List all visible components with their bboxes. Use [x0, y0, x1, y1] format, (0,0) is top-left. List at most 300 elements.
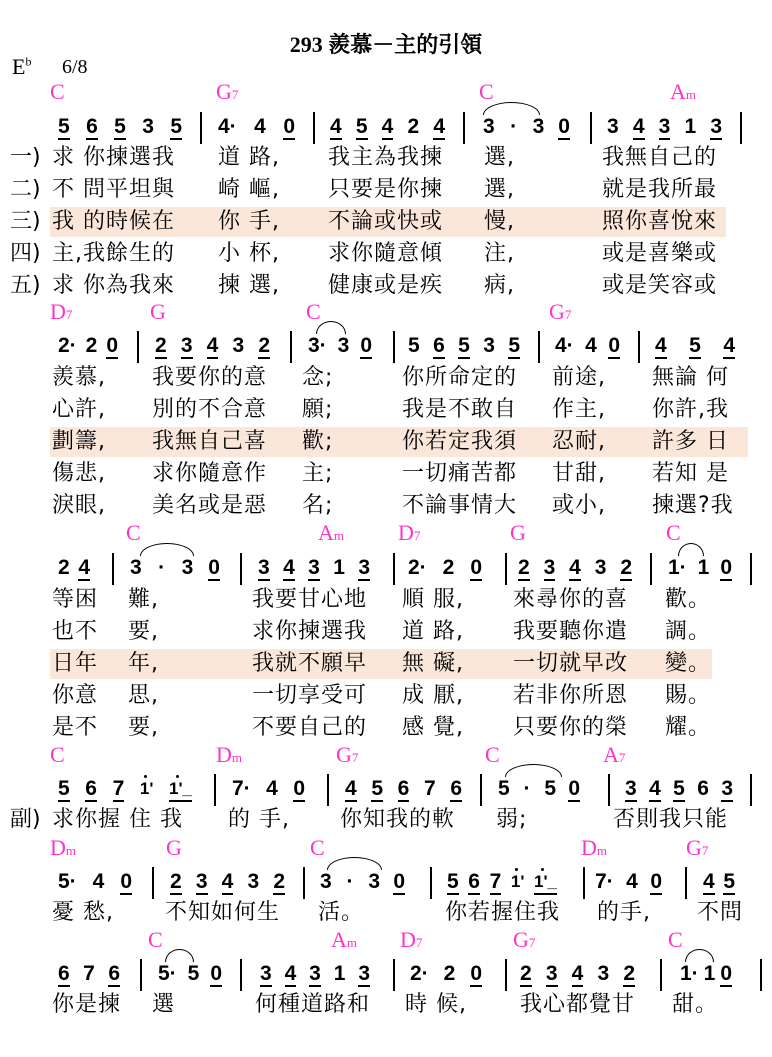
- lyric-segment: 我無自己喜: [152, 429, 268, 454]
- barline: [303, 867, 305, 899]
- note: 7: [423, 777, 436, 800]
- chord-root: D: [398, 520, 414, 545]
- chord-symbol: [336, 743, 358, 770]
- note: 2: [442, 556, 455, 579]
- lyric-segment: 只要你的榮: [513, 715, 629, 740]
- note: 6: [450, 777, 462, 800]
- verse-label: 三): [10, 209, 41, 234]
- chord-root: A: [331, 927, 347, 952]
- lyric-segment: 若非你所恩: [513, 683, 629, 708]
- note: 5: [498, 777, 510, 800]
- note: 3: [247, 870, 260, 893]
- note: 3: [320, 870, 332, 893]
- barline: [650, 553, 652, 585]
- note: 0: [720, 962, 732, 985]
- note: 1'_: [534, 871, 557, 895]
- lyric-segment: 歡;: [302, 429, 334, 454]
- note: 4·: [218, 115, 237, 138]
- chord-root: A: [670, 79, 686, 104]
- note: 1: [333, 556, 345, 579]
- note: 4: [655, 334, 667, 357]
- chord-root: C: [126, 520, 141, 545]
- lyric-segment: 你是揀: [52, 992, 122, 1017]
- measure: [607, 116, 722, 140]
- chord-symbol: [513, 928, 535, 955]
- chord-root: D: [216, 742, 232, 767]
- chord-root: G: [216, 79, 232, 104]
- note: 4: [92, 870, 105, 893]
- note: 2: [155, 334, 167, 357]
- note: 2: [170, 870, 182, 893]
- lyric-segment: 主,我餘生的: [52, 241, 175, 266]
- tie-arc: [140, 543, 194, 556]
- measure: [518, 557, 632, 581]
- lyric-segment: 難,: [128, 587, 159, 612]
- note: 2·: [408, 556, 427, 579]
- barline: [240, 959, 242, 991]
- measure: [58, 871, 132, 895]
- lyric-segment: 也不: [52, 619, 99, 644]
- chord-symbol: [148, 928, 163, 955]
- note: 7·: [232, 777, 251, 800]
- lyric-segment: 選,: [484, 145, 515, 170]
- note: 4: [206, 334, 219, 357]
- chord-root: G: [336, 742, 352, 767]
- note: 0: [210, 962, 222, 985]
- lyric-segment: 病,: [484, 273, 515, 298]
- chord-root: C: [310, 835, 325, 860]
- lyric-segment: 求你隨意傾: [328, 241, 444, 266]
- note: 5: [408, 334, 420, 357]
- chord-symbol: [50, 300, 72, 327]
- measure: [260, 963, 370, 987]
- chord-quality: m: [346, 935, 358, 950]
- note: 5: [58, 777, 70, 800]
- chord-root: C: [479, 79, 494, 104]
- barline: [152, 867, 154, 899]
- chord-symbol: [398, 521, 420, 548]
- note: 5: [114, 115, 126, 138]
- lyric-segment: 你知我的軟: [340, 807, 456, 832]
- note: 1': [511, 871, 525, 895]
- lyric-segment: 我心都覺甘: [520, 992, 636, 1017]
- chord-root: G: [166, 835, 182, 860]
- lyric-segment: 忍耐,: [552, 429, 606, 454]
- note: 4: [381, 115, 394, 138]
- note: 3: [130, 556, 142, 579]
- note: 0: [650, 870, 662, 893]
- note: 4: [703, 870, 715, 893]
- note: 3: [368, 870, 380, 893]
- chord-quality: 7: [413, 528, 421, 543]
- measure: [58, 778, 192, 802]
- note: 1'_: [169, 778, 192, 802]
- lyric-segment: 甜。: [672, 992, 719, 1017]
- lyric-segment: 或是笑容或: [602, 273, 718, 298]
- measure: [410, 963, 482, 987]
- lyric-segment: 作主,: [552, 397, 606, 422]
- note: 3: [181, 556, 194, 579]
- lyric-segment: 只要是你揀: [328, 177, 444, 202]
- barline: [505, 959, 507, 991]
- note: 3: [195, 870, 208, 893]
- note: 1': [140, 778, 154, 802]
- chord-symbol: [670, 80, 696, 107]
- lyric-segment: 的手,: [597, 900, 651, 925]
- lyric-segment: 若知 是: [652, 461, 729, 486]
- lyric-segment: 道 路,: [218, 145, 280, 170]
- lyric-segment: 劃籌,: [52, 429, 106, 454]
- lyric-segment: 是不: [52, 715, 99, 740]
- lyric-segment: 變。: [665, 651, 712, 676]
- lyric-segment: 你若握住我: [445, 900, 561, 925]
- note: 4: [254, 115, 266, 138]
- lyric-segment: 我主為我揀: [328, 145, 444, 170]
- barline: [313, 112, 315, 144]
- lyric-segment: 調。: [665, 619, 712, 644]
- measure: [408, 557, 482, 581]
- lyric-segment: 賜。: [665, 683, 712, 708]
- lyric-segment: 我要聽你遣: [513, 619, 629, 644]
- chord-symbol: [668, 928, 683, 955]
- note: 3: [260, 962, 272, 985]
- note: 0: [470, 556, 482, 579]
- note: 3: [358, 962, 370, 985]
- note: 2·: [410, 962, 429, 985]
- chord-quality: 7: [701, 843, 709, 858]
- note: 5: [544, 777, 556, 800]
- note: 4: [571, 962, 584, 985]
- note: 4: [283, 556, 295, 579]
- barline: [200, 112, 202, 144]
- lyric-segment: 你許,我: [652, 397, 729, 422]
- chord-symbol: [510, 521, 526, 548]
- note: 2: [258, 334, 270, 357]
- barline: [393, 331, 395, 363]
- chord-root: D: [400, 927, 416, 952]
- note: 6: [468, 870, 480, 893]
- note: 3: [607, 115, 619, 138]
- note: 4: [78, 556, 90, 579]
- note: 2: [273, 870, 285, 893]
- chord-quality: 7: [564, 307, 572, 322]
- barline: [538, 331, 540, 363]
- note: 1: [703, 962, 716, 985]
- measure: [680, 963, 732, 987]
- measure: [625, 778, 733, 802]
- note: 2: [620, 556, 632, 579]
- chord-root: C: [148, 927, 163, 952]
- note: 5: [58, 115, 70, 138]
- note: 3: [658, 115, 671, 138]
- note: 6: [85, 777, 97, 800]
- chord-root: G: [510, 520, 526, 545]
- measure: [58, 335, 118, 359]
- chord-symbol: [549, 300, 571, 327]
- note: 4: [632, 115, 645, 138]
- verse-label: 一): [10, 145, 41, 170]
- note: 3: [597, 962, 610, 985]
- chord-symbol: [50, 80, 65, 107]
- chord-symbol: [216, 80, 238, 107]
- time-signature: 6/8: [62, 56, 88, 78]
- note: 3: [358, 556, 370, 579]
- note: 4: [284, 962, 297, 985]
- lyric-segment: 甘甜,: [552, 461, 606, 486]
- chord-root: A: [318, 520, 334, 545]
- note: 3: [142, 115, 154, 138]
- note: 3: [309, 962, 321, 985]
- lyric-segment: 選,: [484, 177, 515, 202]
- note: 3: [232, 334, 245, 357]
- measure: [408, 335, 520, 359]
- lyric-segment: 無 礙,: [402, 651, 464, 676]
- lyric-segment: 傷悲,: [52, 461, 106, 486]
- chord-symbol: [50, 743, 65, 770]
- note: 2: [58, 556, 70, 579]
- key-signature: [12, 54, 31, 80]
- barline: [430, 867, 432, 899]
- lyric-segment: 我無自己的: [602, 145, 718, 170]
- note: 0: [393, 870, 405, 893]
- lyric-segment: 否則我只能: [613, 807, 729, 832]
- tie-arc: [685, 949, 714, 962]
- tie-arc: [327, 857, 382, 870]
- note: 4: [649, 777, 661, 800]
- chord-quality: m: [333, 528, 345, 543]
- note: 4: [569, 556, 581, 579]
- note: 3: [625, 777, 637, 800]
- measure: [330, 116, 445, 140]
- lyric-segment: 心許,: [52, 397, 106, 422]
- barline: [240, 553, 242, 585]
- note: 4: [433, 115, 445, 138]
- note: 0: [568, 777, 580, 800]
- note: 3: [483, 334, 495, 357]
- chord-quality: m: [596, 843, 608, 858]
- measure: [170, 871, 285, 895]
- note: 2: [407, 115, 420, 138]
- lyric-segment: 我就不願早: [252, 651, 368, 676]
- note: 5·: [58, 870, 77, 893]
- lyric-segment: 不問: [697, 900, 744, 925]
- chord-symbol: [150, 300, 166, 327]
- chord-symbol: [166, 836, 182, 863]
- lyric-segment: 崎 嶇,: [218, 177, 280, 202]
- measure: [58, 963, 120, 987]
- note: 5: [371, 777, 384, 800]
- note: 6: [108, 962, 120, 985]
- lyric-segment: 不論事情大: [402, 493, 518, 518]
- note: 5: [689, 334, 701, 357]
- lyric-segment: 主;: [302, 461, 334, 486]
- note: 6: [697, 777, 709, 800]
- chord-symbol: [216, 743, 242, 770]
- lyric-segment: 揀選?我: [652, 493, 734, 518]
- chord-quality: m: [685, 87, 697, 102]
- barline: [750, 553, 752, 585]
- measure: [498, 778, 580, 802]
- note: 4: [723, 334, 735, 357]
- lyric-segment: 小 杯,: [218, 241, 280, 266]
- note: 4: [626, 870, 638, 893]
- lyric-segment: 一切享受可: [252, 683, 368, 708]
- chord-root: C: [666, 520, 681, 545]
- note: 3: [258, 556, 270, 579]
- measure: [130, 557, 220, 581]
- note: 4: [266, 777, 278, 800]
- note: 1: [697, 556, 710, 579]
- barline: [750, 774, 752, 806]
- lyric-segment: 別的不合意: [152, 397, 268, 422]
- measure: [320, 871, 405, 895]
- lyric-segment: 你 手,: [218, 209, 280, 234]
- lyric-segment: 等困: [52, 587, 99, 612]
- barline: [505, 553, 507, 585]
- note: 6: [433, 334, 445, 357]
- measure: [520, 963, 635, 987]
- measure: [345, 778, 462, 802]
- lyric-segment: 道 路,: [402, 619, 464, 644]
- lyric-segment: 羨慕,: [52, 365, 106, 390]
- note: 1: [333, 962, 346, 985]
- note: 0: [106, 334, 118, 357]
- lyric-segment: 成 厭,: [402, 683, 464, 708]
- note: 0: [608, 334, 620, 357]
- note: ·: [346, 870, 354, 893]
- barline: [660, 959, 662, 991]
- lyric-segment: 求你揀選我: [252, 619, 368, 644]
- lyric-segment: 弱;: [496, 807, 528, 832]
- chord-symbol: [603, 743, 625, 770]
- note: 2: [85, 334, 98, 357]
- barline: [393, 553, 395, 585]
- chord-quality: 7: [351, 750, 359, 765]
- barline: [327, 774, 329, 806]
- chord-symbol: [318, 521, 344, 548]
- lyric-segment: 感 覺,: [402, 715, 464, 740]
- lyric-segment: 求你隨意作: [152, 461, 268, 486]
- note: 5: [447, 870, 459, 893]
- lyric-segment: 年,: [128, 651, 159, 676]
- barline: [112, 553, 114, 585]
- note: 0: [208, 556, 220, 579]
- note: 3: [721, 777, 733, 800]
- chord-symbol: [50, 836, 76, 863]
- chord-quality: 7: [618, 750, 626, 765]
- chord-symbol: [400, 928, 422, 955]
- barline: [393, 959, 395, 991]
- lyric-segment: 不 問平坦與: [52, 177, 175, 202]
- chord-root: G: [686, 835, 702, 860]
- barline: [685, 867, 687, 899]
- barline: [760, 959, 762, 991]
- lyric-segment: 日年: [52, 651, 99, 676]
- chord-symbol: [479, 80, 494, 107]
- note: 1·: [680, 962, 699, 985]
- barline: [140, 959, 142, 991]
- lyric-segment: 選: [152, 992, 176, 1017]
- lyric-segment: 不論或快或: [328, 209, 444, 234]
- chord-root: C: [485, 742, 500, 767]
- lyric-segment: 一切痛苦都: [402, 461, 518, 486]
- chord-root: G: [513, 927, 529, 952]
- lyric-segment: 慢,: [484, 209, 515, 234]
- verse-label: 副): [10, 807, 41, 832]
- lyric-segment: 順 服,: [402, 587, 464, 612]
- measure: [483, 116, 570, 140]
- note: 7: [489, 870, 502, 893]
- lyric-segment: 願;: [302, 397, 334, 422]
- measure: [232, 778, 305, 802]
- lyric-segment: 我要甘心地: [252, 587, 368, 612]
- note: 3: [180, 334, 193, 357]
- lyric-segment: 你意: [52, 683, 99, 708]
- lyric-segment: 或小,: [552, 493, 606, 518]
- barline: [463, 112, 465, 144]
- note: 5: [723, 870, 735, 893]
- note: 1·: [668, 556, 687, 579]
- lyric-segment: 的 手,: [228, 807, 290, 832]
- note: 0: [720, 556, 732, 579]
- note: 5: [673, 777, 685, 800]
- chord-quality: 7: [231, 87, 239, 102]
- measure: [155, 335, 270, 359]
- lyric-segment: 健康或是疾: [328, 273, 444, 298]
- lyric-segment: 照你喜悅來: [602, 209, 718, 234]
- lyric-segment: 前途,: [552, 365, 606, 390]
- lyric-segment: 或是喜樂或: [602, 241, 718, 266]
- measure: [158, 963, 222, 987]
- chord-symbol: [666, 521, 681, 548]
- lyric-segment: 不要自己的: [252, 715, 368, 740]
- chord-root: G: [150, 299, 166, 324]
- lyric-segment: 思,: [128, 683, 159, 708]
- measure: [555, 335, 620, 359]
- note: 3: [594, 556, 607, 579]
- lyric-segment: 許多 日: [652, 429, 729, 454]
- note: 3: [308, 556, 320, 579]
- chord-root: D: [50, 835, 66, 860]
- key-accidental: b: [25, 54, 32, 69]
- note: 4: [221, 870, 234, 893]
- note: 2·: [58, 334, 77, 357]
- lyric-segment: 要,: [128, 715, 159, 740]
- lyric-segment: 注,: [484, 241, 515, 266]
- key-note: E: [12, 54, 26, 79]
- lyric-segment: 你所命定的: [402, 365, 518, 390]
- barline: [608, 774, 610, 806]
- tie-arc: [505, 764, 562, 777]
- measure: [218, 116, 295, 140]
- tie-arc: [165, 949, 194, 962]
- note: ·: [158, 556, 166, 579]
- lyric-segment: 憂 愁,: [52, 900, 114, 925]
- chord-quality: m: [231, 750, 243, 765]
- measure: [308, 335, 372, 359]
- lyric-segment: 淚眼,: [52, 493, 106, 518]
- note: 3: [545, 962, 558, 985]
- chord-quality: 7: [65, 307, 73, 322]
- note: 2: [623, 962, 635, 985]
- lyric-segment: 求 你揀選我: [52, 145, 175, 170]
- note: 2: [520, 962, 532, 985]
- hymn-title: 293 羨慕－主的引領: [289, 32, 483, 57]
- note: 3: [710, 115, 722, 138]
- note: 3: [532, 115, 545, 138]
- chord-symbol: [686, 836, 708, 863]
- lyric-segment: 時 候,: [405, 992, 467, 1017]
